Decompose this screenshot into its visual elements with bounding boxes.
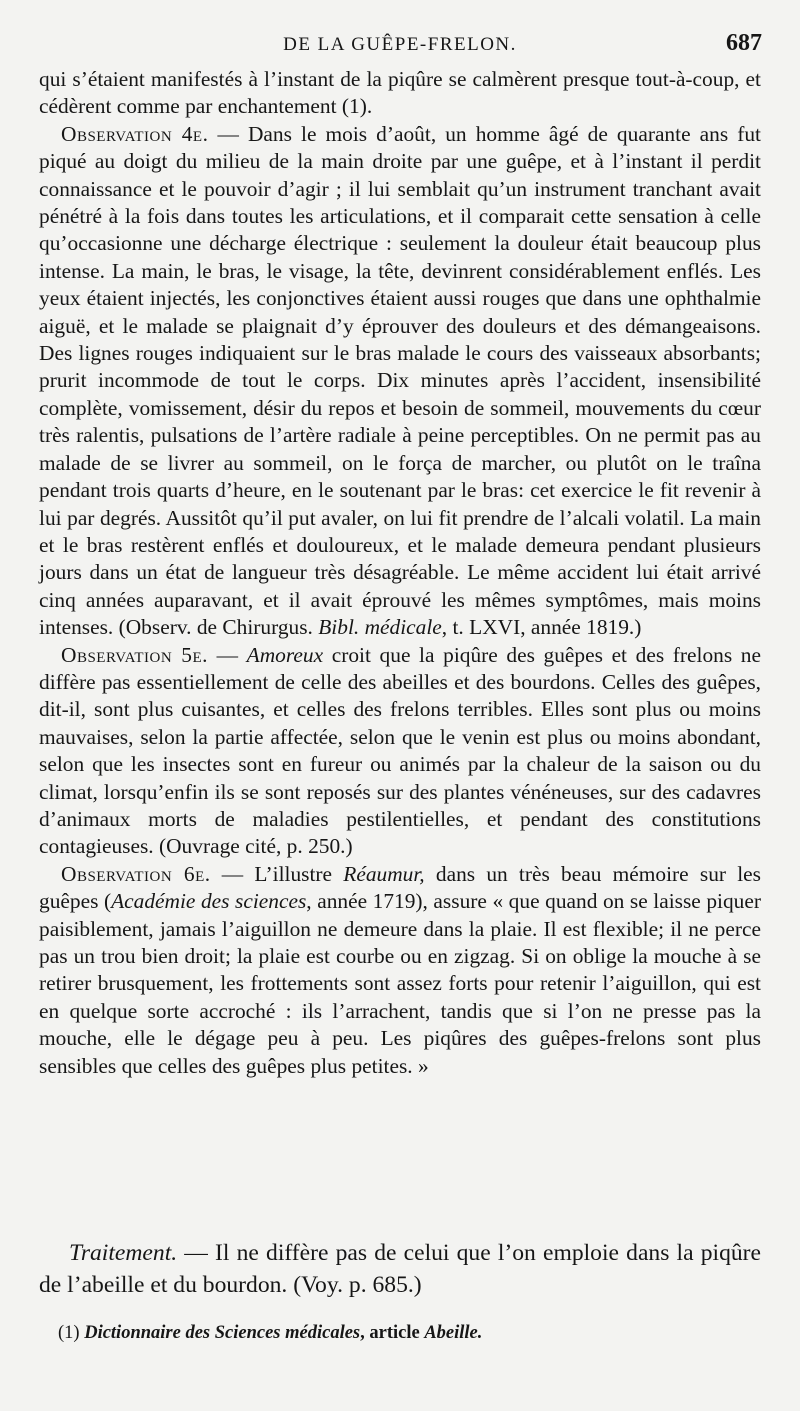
continuation-paragraph [39, 66, 761, 121]
footnote-marker: (1) [58, 1323, 80, 1343]
observation-6-text-a: dans un très beau mémoire sur les guêpes ( [39, 861, 761, 914]
footnote-rest: , article [360, 1323, 425, 1343]
running-title: DE LA GUÊPE-FRELON. [283, 34, 517, 55]
treatment-label: Traitement. [69, 1240, 178, 1266]
observation-6-dash: — L’illustre [210, 861, 344, 886]
observation-4-citation: Bibl. médicale [318, 615, 442, 640]
observation-5-author: Amoreux [246, 642, 324, 667]
observation-6-text-b: , année 1719), assure « que quand on se laisse piquer paisiblement, jamais l’aiguillon ne demeure dans la plaie. Il est flexible; il ne perce pas un trou bien droit; la plaie est courbe ou en zigzag. Si on oblige la mouche à se retirer brusquement, les frottements sont assez forts pour retenir l’aiguillon, qui est en quelque sorte accroché : ils l’arrachent, tandis que si l’on ne presse pas la mouche, elle le dégage peu à peu. Les piqûres des guêpes-frelons sont plus sensibles que celles des guêpes plus petites. » [39, 889, 761, 1078]
observation-4-citation-end: , t. LXVI, année 1819.) [441, 615, 642, 640]
observation-6-author: Réaumur, [343, 861, 425, 886]
observation-5-text: croit que la piqûre des guêpes et des frelons ne diffère pas essentiellement de celle des abeilles et des bourdons. Celles des guêpes, dit-il, sont plus cuisantes, et celles des frelons terribles. Elles sont plus ou moins mauvaises, selon la partie affectée, selon que le venin est plus ou moins abondant, selon que les insectes sont en fureur ou animés par la chaleur de la saison ou du climat, lorsqu’enfin ils se sont reposés sur des plantes vénéneuses, sur des cadavres d’animaux morts de maladies pestilentielles, et pendant des constitutions contagieuses. (Ouvrage cité, p. 250.) [39, 642, 761, 859]
treatment-text: — Il ne diffère pas de celui que l’on emploie dans la piqûre de l’abeille et du bourdon. (Voy. p. 685.) [39, 1240, 761, 1298]
treatment-paragraph [39, 1237, 761, 1301]
observation-6-work: Académie des sciences [111, 889, 307, 914]
observation-6-label: Observation 6e. [61, 861, 211, 886]
footnote-article: Abeille. [424, 1323, 483, 1343]
observation-5 [39, 642, 761, 861]
observation-6 [39, 861, 761, 1080]
observation-4-text: — Dans le mois d’août, un homme âgé de quarante ans fut piqué au doigt du milieu de la main droite par une guêpe, et à l’instant il perdit connaissance et le pouvoir d’agir ; il lui semblait qu’un instrument tranchant avait pénétré à la fois dans toutes les articulations, et il comparait cette sensation à celle qu’occasionne une décharge électrique : seulement la douleur était beaucoup plus intense. La main, le bras, le visage, la tête, devinrent considérablement enflés. Les yeux étaient injectés, les conjonctives étaient aussi rouges que dans une ophthalmie aiguë, et le malade se plaignait d’y éprouver des douleurs et des démangeaisons. Des lignes rouges indiquaient sur le bras malade le cours des vaisseaux absorbants; prurit incommode de tout le corps. Dix minutes après l’accident, insensibilité complète, vomissement, désir du repos et besoin de sommeil, mouvements du cœur très ralentis, pulsations de l’artère radiale à peine perceptibles. On ne permit pas au malade de se livrer au sommeil, on le força de marcher, ou plutôt on le traîna pendant trois quarts d’heure, en le soutenant par le bras: cet exercice le fit revenir à lui par degrés. Aussitôt qu’il put avaler, on lui fit prendre de l’alcali volatil. La main et le bras restèrent enflés et douloureux, et le malade demeura pendant plusieurs jours dans un état de langueur très désagréable. Le même accident lui était arrivé cinq années auparavant, et il avait éprouvé les mêmes symptômes, mais moins intenses. (Observ. de Chirurgus. [39, 121, 761, 640]
footnote [58, 1321, 758, 1345]
continuation-text: qui s’étaient manifestés à l’instant de la piqûre se calmèrent presque tout-à-coup, et cédèrent comme par enchantement (1). [39, 67, 761, 119]
running-head [0, 30, 800, 64]
page-number: 687 [726, 30, 762, 56]
body-text [39, 66, 761, 1080]
treatment-section [39, 1237, 761, 1301]
observation-5-dash: — [208, 642, 247, 667]
observation-4 [39, 121, 761, 642]
observation-5-label: Observation 5e. [61, 642, 208, 667]
footnote-work: Dictionnaire des Sciences médicales [84, 1323, 361, 1343]
observation-4-label: Observation 4e. [61, 121, 209, 146]
